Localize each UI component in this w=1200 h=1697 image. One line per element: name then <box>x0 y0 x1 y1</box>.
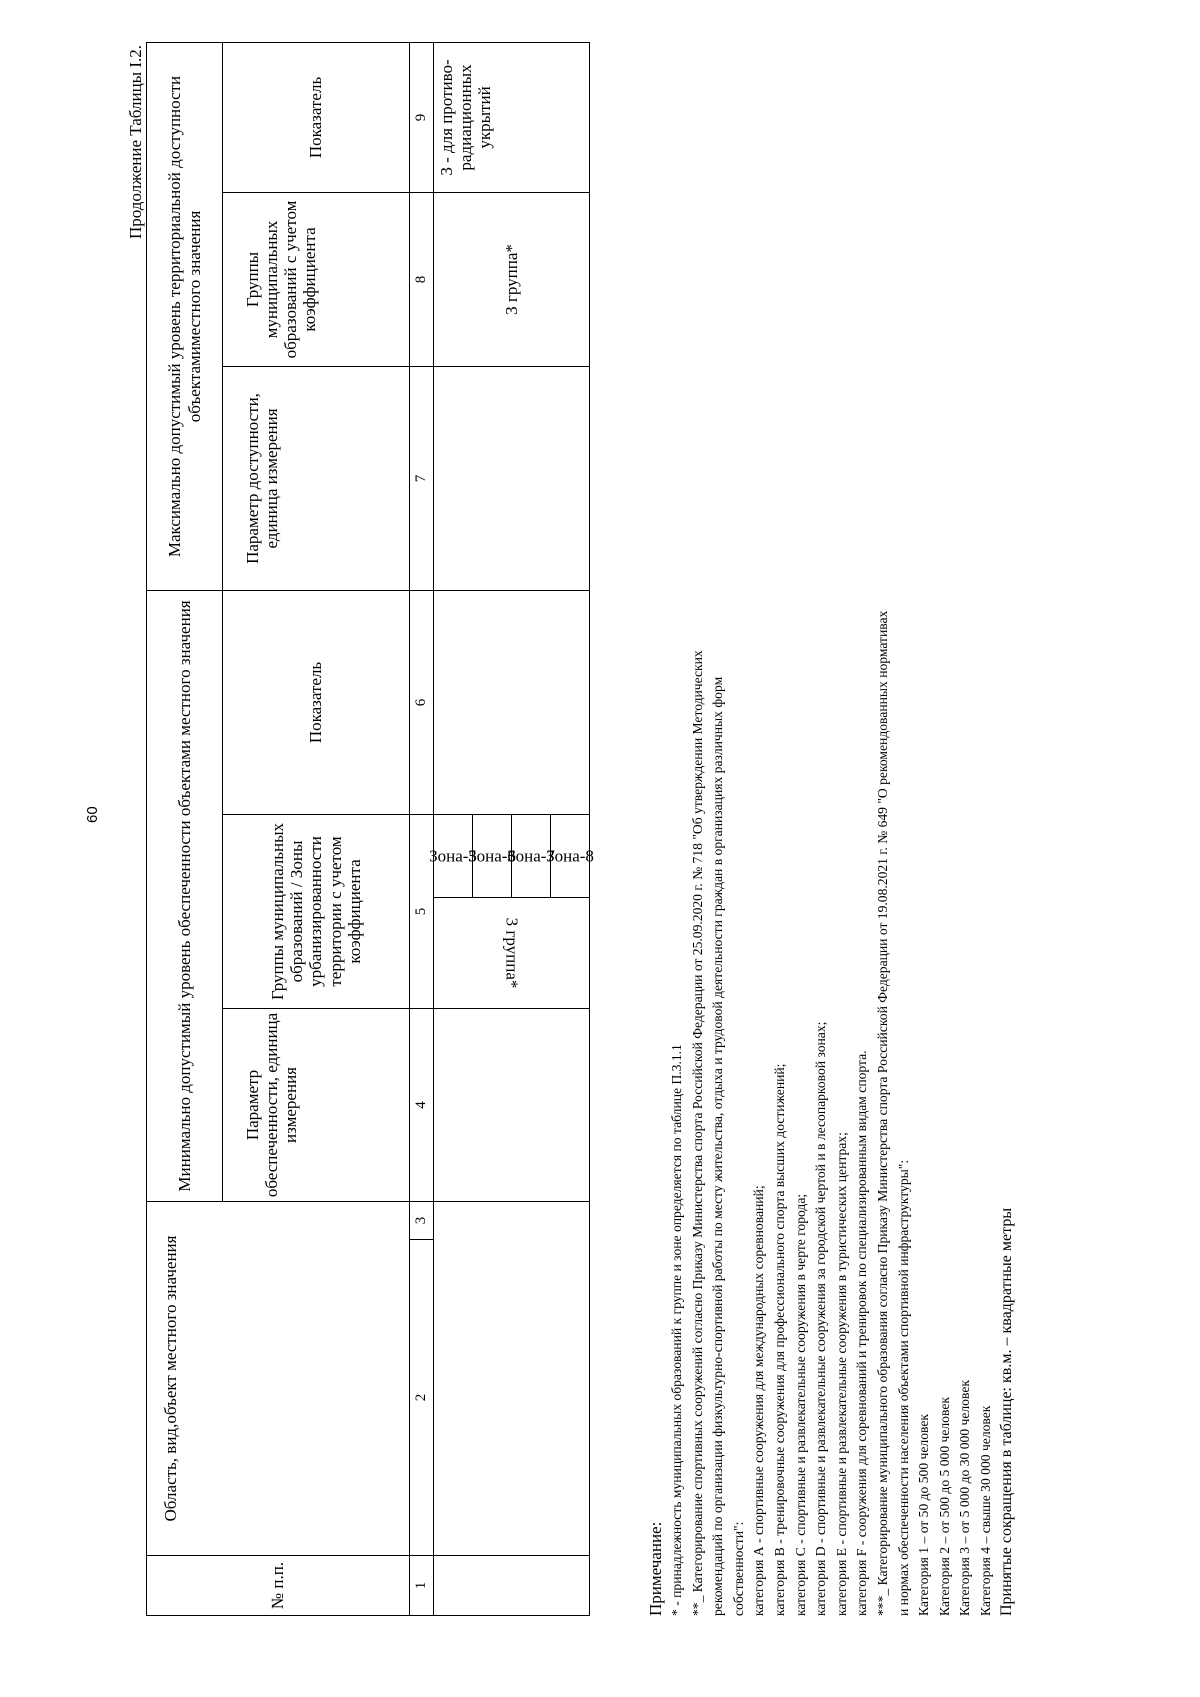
cell-max-groups: 3 группа* <box>434 192 590 366</box>
header-row-1 <box>147 42 223 1615</box>
header-min-level: Минимально допустимый уровень обеспеченности объектами местного значения <box>147 590 223 1201</box>
cell-min-groups <box>429 814 594 1008</box>
note-line: и нормах обеспеченности населения объектами спортивной инфраструктуры": <box>895 1159 911 1616</box>
note-line: Категория 4 – свыше 30 000 человек <box>977 1405 993 1616</box>
column-number-row <box>410 42 434 1615</box>
note-line: категория E - спортивные и развлекательные сооружения в туристических центрах; <box>833 1132 849 1616</box>
page-number: 60 <box>84 806 101 823</box>
column-number: 8 <box>410 192 434 366</box>
note-line: категория C - спортивные и развлекательные сооружения в черте города; <box>792 1193 808 1616</box>
cell-area-object <box>434 1201 590 1555</box>
header-max-parameter: Параметр доступности, единица измерения <box>223 366 410 590</box>
header-min-parameter: Параметр обеспеченности, единица измерения <box>223 1008 410 1201</box>
zone-label: Зона-8 <box>546 846 594 866</box>
note-line: * - принадлежность муниципальных образований к группе и зоне определяется по таблице П.3.1.1 <box>669 1044 684 1616</box>
cell-max-indicator: 3 - для противо-радиационных укрытий <box>434 42 590 192</box>
cell-min-indicator <box>434 590 590 814</box>
note-line: ***_ Категорирование муниципального образования согласно Приказу Министерства спорта Российской Федерации от 19.08.2021 г. № 649 "О рекомендованных нормативах <box>874 610 890 1616</box>
header-min-groups: Группы муниципальных образований / Зоны урбанизированности территории с учетом коэффициента <box>223 814 410 1008</box>
zone-label: Зона-7 <box>507 846 555 866</box>
header-area-object: Область, вид,объект местного значения <box>147 1201 410 1555</box>
standards-table <box>146 42 594 1616</box>
group-label-left: 3 группа* <box>502 917 522 989</box>
column-number: 4 <box>410 1008 434 1201</box>
header-max-level: Максимально допустимый уровень территориальной доступности объектамиместного значения <box>147 42 223 590</box>
column-number: 6 <box>410 590 434 814</box>
column-number: 5 <box>410 814 434 1008</box>
note-line: Категория 2 – от 500 до 5 000 человек <box>936 1397 952 1616</box>
column-number: 1 <box>410 1556 434 1616</box>
note-line: рекомендаций по организации физкультурно-спортивной работы по месту жительства, отдыха и трудовой деятельности граждан в организациях различных форм <box>710 676 726 1616</box>
zone-cell <box>468 815 516 898</box>
cell-min-parameter <box>434 1008 590 1201</box>
header-max-groups: Группы муниципальных образований с учетом коэффициента <box>223 192 410 366</box>
zone-cell <box>429 815 477 898</box>
zone-cell <box>546 815 594 898</box>
column-number: 2 <box>410 1240 434 1556</box>
note-line: категория F - сооружения для соревнований и тренировок по специализированным видам спорта. <box>854 1050 870 1616</box>
note-line: Категория 1 – от 50 до 500 человек <box>916 1414 932 1616</box>
abbreviations-note: Принятые сокращения в таблице: кв.м. – квадратные метры <box>997 1207 1015 1616</box>
column-number: 9 <box>410 42 434 192</box>
notes-section <box>644 46 1017 1616</box>
column-number: 3 <box>410 1201 434 1239</box>
cell-number <box>434 1556 590 1616</box>
zone-cell <box>507 815 555 898</box>
header-number: № п.п. <box>147 1556 410 1616</box>
column-number: 7 <box>410 366 434 590</box>
note-line: собственности": <box>730 1521 746 1616</box>
note-line: категория А - спортивные сооружения для международных соревнований; <box>751 1185 767 1616</box>
group-zone-subtable <box>429 815 594 1008</box>
table-continuation-label: Продолжение Таблицы I.2. <box>126 45 145 239</box>
notes-title: Примечание: <box>646 1521 665 1616</box>
note-line: Категория 3 – от 5 000 до 30 000 человек <box>957 1380 973 1616</box>
cell-max-parameter <box>434 366 590 590</box>
note-line: категория B - тренировочные сооружения для профессионального спорта высших достижений; <box>771 1063 787 1616</box>
zone-label: Зона-5 <box>429 846 477 866</box>
header-max-indicator: Показатель <box>223 42 410 192</box>
header-min-indicator: Показатель <box>223 590 410 814</box>
table-body-row <box>434 42 590 1615</box>
note-line: **_ Категорирование спортивных сооружений согласно Приказу Министерства спорта Российской Федерации от 25.09.2020 г. № 718 "Об утверждении Методических <box>689 650 705 1616</box>
zone-label: Зона-6 <box>468 846 516 866</box>
group-label-cell <box>434 898 589 1008</box>
note-line: категория D - спортивные и развлекательные сооружения за городской чертой и в лесопарковой зонах; <box>813 1021 829 1616</box>
